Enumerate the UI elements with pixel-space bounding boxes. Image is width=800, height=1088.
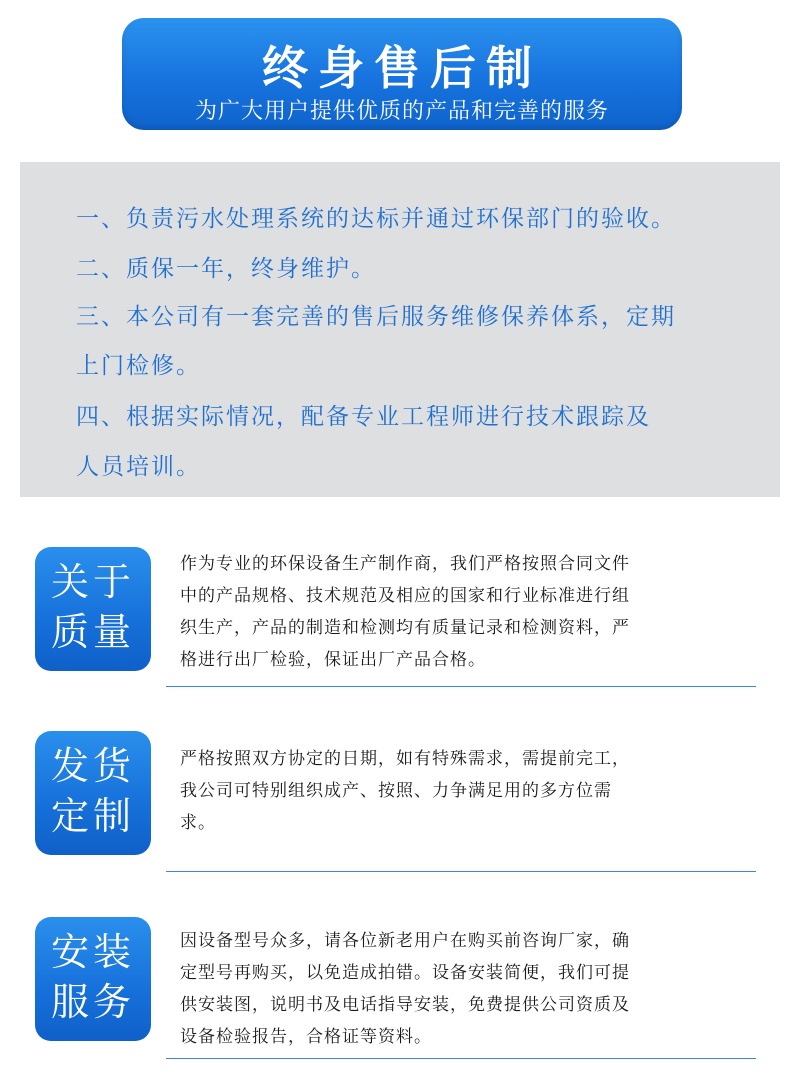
installation-text	[180, 925, 755, 1053]
quality-badge	[35, 547, 151, 671]
commitment-line: 三、本公司有一套完善的售后服务维修保养体系，定期	[76, 304, 676, 330]
text-line: 严格按照双方协定的日期，如有特殊需求，需提前完工，	[180, 749, 630, 769]
badge-line: 关于	[50, 560, 135, 604]
badge-line: 发货	[50, 744, 135, 788]
commitment-line: 四、根据实际情况，配备专业工程师进行技术跟踪及	[76, 404, 651, 430]
page-subtitle: 为广大用户提供优质的产品和完善的服务	[194, 99, 609, 124]
installation-badge	[35, 917, 151, 1041]
commitment-line: 一、负责污水处理系统的达标并通过环保部门的验收。	[76, 206, 676, 232]
section-divider	[166, 686, 756, 687]
text-line: 中的产品规格、技术规范及相应的国家和行业标准进行组	[180, 586, 630, 606]
commitment-line: 二、质保一年，终身维护。	[76, 256, 376, 282]
text-line: 设备检验报告，合格证等资料。	[180, 1027, 432, 1047]
text-line: 作为专业的环保设备生产制作商，我们严格按照合同文件	[180, 554, 630, 574]
text-line: 求。	[180, 813, 216, 833]
badge-line: 质量	[50, 610, 135, 654]
commitment-line: 人员培训。	[76, 454, 201, 480]
commitments-panel	[20, 162, 780, 497]
delivery-badge	[35, 731, 151, 855]
badge-line: 服务	[50, 980, 135, 1024]
page-title: 终身售后制	[262, 41, 542, 95]
delivery-text	[180, 743, 755, 839]
text-line: 我公司可特别组织成产、按照、力争满足用的多方位需	[180, 781, 612, 801]
text-line: 织生产，产品的制造和检测均有质量记录和检测资料，严	[180, 618, 630, 638]
text-line: 格进行出厂检验，保证出厂产品合格。	[180, 650, 486, 670]
badge-line: 定制	[50, 794, 135, 838]
text-line: 因设备型号众多，请各位新老用户在购买前咨询厂家，确	[180, 931, 630, 951]
title-banner	[122, 18, 682, 130]
quality-text	[180, 548, 755, 676]
text-line: 定型号再购买，以免造成拍错。设备安装简便，我们可提	[180, 963, 630, 983]
text-line: 供安装图，说明书及电话指导安装，免费提供公司资质及	[180, 995, 630, 1015]
commitment-line: 上门检修。	[76, 353, 201, 379]
section-divider	[166, 1058, 756, 1059]
badge-line: 安装	[50, 930, 135, 974]
section-divider	[166, 871, 756, 872]
